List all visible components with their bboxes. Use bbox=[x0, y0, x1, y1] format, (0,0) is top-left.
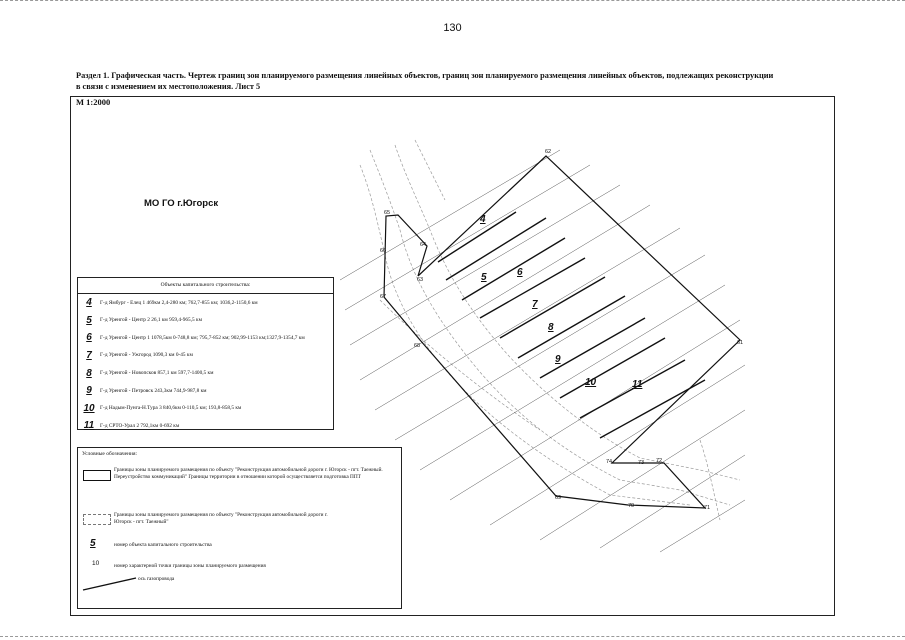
legend-point-number-sample: 10 bbox=[92, 560, 100, 567]
map-object-label: 9 bbox=[555, 354, 561, 365]
legend-item-text: номер характерной точки границы зоны планируемого размещения bbox=[114, 563, 266, 569]
legend-item-text: ось газопровода bbox=[138, 576, 175, 582]
map-object-label: 6 bbox=[517, 267, 523, 278]
object-number: 11 bbox=[83, 420, 95, 432]
dashed-boundary-swatch bbox=[83, 514, 111, 525]
object-number: 6 bbox=[86, 332, 92, 344]
district-label: МО ГО г.Югорск bbox=[144, 198, 219, 209]
page-number: 130 bbox=[443, 22, 462, 34]
point-label: 68 bbox=[414, 343, 421, 349]
point-label: 70 bbox=[628, 503, 635, 509]
map-object-label: 4 bbox=[480, 214, 486, 225]
object-number: 9 bbox=[86, 385, 92, 397]
map-object-label: 11 bbox=[632, 379, 643, 390]
object-row bbox=[78, 417, 333, 435]
object-description: Г-д Уренгой - Центр 1 1078,5км 0-748,8 км; 795,7-852 км; 902,99-1153 км;1327,9-1354,7 км bbox=[100, 334, 305, 341]
object-number: 5 bbox=[86, 314, 92, 326]
object-description: Г-д Уренгой - Ужгород 1090,3 км 0-45 км bbox=[100, 352, 193, 359]
object-description: Г-д Уренгой - Центр 2 26,1 км 959,4-965,5 км bbox=[100, 317, 202, 324]
point-label: 64 bbox=[420, 242, 427, 248]
objects-table-title: Объекты капитального строительства: bbox=[78, 278, 333, 294]
point-label: 72 bbox=[656, 458, 663, 464]
object-row bbox=[78, 329, 333, 347]
point-label: 63 bbox=[417, 277, 424, 283]
point-label: 61 bbox=[737, 340, 744, 346]
object-row bbox=[78, 312, 333, 330]
point-label: 66 bbox=[380, 248, 387, 254]
object-row bbox=[78, 382, 333, 400]
legend-item-text: номер объекта капитального строительства bbox=[114, 542, 212, 548]
pipeline-axes bbox=[438, 212, 705, 438]
point-label: 62 bbox=[545, 149, 552, 155]
object-number: 8 bbox=[86, 367, 92, 379]
legend-item-text: Границы зоны планируемого размещения по объекту "Реконструкция автомобильной дороги г. Югорск - пгт. Таежный" bbox=[114, 512, 328, 525]
object-description: Г-д Ямбург - Елец 1 469км 2,4-280 км; 762,7-855 км; 1036,2-1150,6 км bbox=[100, 299, 258, 306]
point-label: 65 bbox=[384, 210, 391, 216]
point-label: 71 bbox=[704, 505, 711, 511]
object-description: Г-д Уренгой - Петровск 243,3км 744,9-987,8 км bbox=[100, 387, 207, 394]
solid-boundary-swatch bbox=[83, 470, 111, 481]
object-number: 7 bbox=[86, 350, 92, 362]
object-row bbox=[78, 347, 333, 365]
legend-object-number-sample: 5 bbox=[90, 538, 96, 549]
object-number: 4 bbox=[86, 297, 92, 309]
objects-table bbox=[77, 277, 334, 430]
map-object-label: 8 bbox=[548, 322, 554, 333]
legend-title: Условные обозначения: bbox=[82, 451, 138, 457]
point-label: 69 bbox=[555, 495, 562, 501]
object-description: Г-д Надым-Пунга-Н.Тура 3 840,6км 0-110,5 км; 193,8-858,5 км bbox=[100, 405, 242, 412]
map-object-label: 5 bbox=[481, 272, 487, 283]
point-label: 74 bbox=[606, 459, 613, 465]
legend bbox=[77, 447, 402, 609]
point-labels bbox=[380, 149, 743, 511]
map-object-label: 7 bbox=[532, 299, 538, 310]
object-row bbox=[78, 294, 333, 312]
section-title: Раздел 1. Графическая часть. Чертеж границ зон планируемого размещения линейных объектов, границ зон планируемого размещения линейных объектов, подлежащих реконструкции в связи с изменением их местоположения. Лист 5 bbox=[76, 71, 774, 91]
object-description: Г-д СРТО-Урал 2 792,1км 0-692 км bbox=[100, 422, 180, 429]
object-description: Г-д Уренгой - Новопсков 857,1 км 597,7-1400,5 км bbox=[100, 369, 214, 376]
point-label: 67 bbox=[380, 294, 387, 300]
legend-item-text: Границы зоны планируемого размещения по объекту "Реконструкция автомобильной дороги г. Югорск - пгт. Таежный. Переустройство коммуникаций" Границы территории в отношении которой осуществляется подготовка ППТ bbox=[114, 467, 383, 480]
point-label: 73 bbox=[638, 460, 645, 466]
object-number: 10 bbox=[83, 402, 95, 414]
pipeline-axis-swatch bbox=[81, 574, 141, 594]
object-row bbox=[78, 400, 333, 418]
object-row bbox=[78, 364, 333, 382]
map-scale: М 1:2000 bbox=[76, 97, 111, 107]
map-object-label: 10 bbox=[585, 377, 597, 388]
